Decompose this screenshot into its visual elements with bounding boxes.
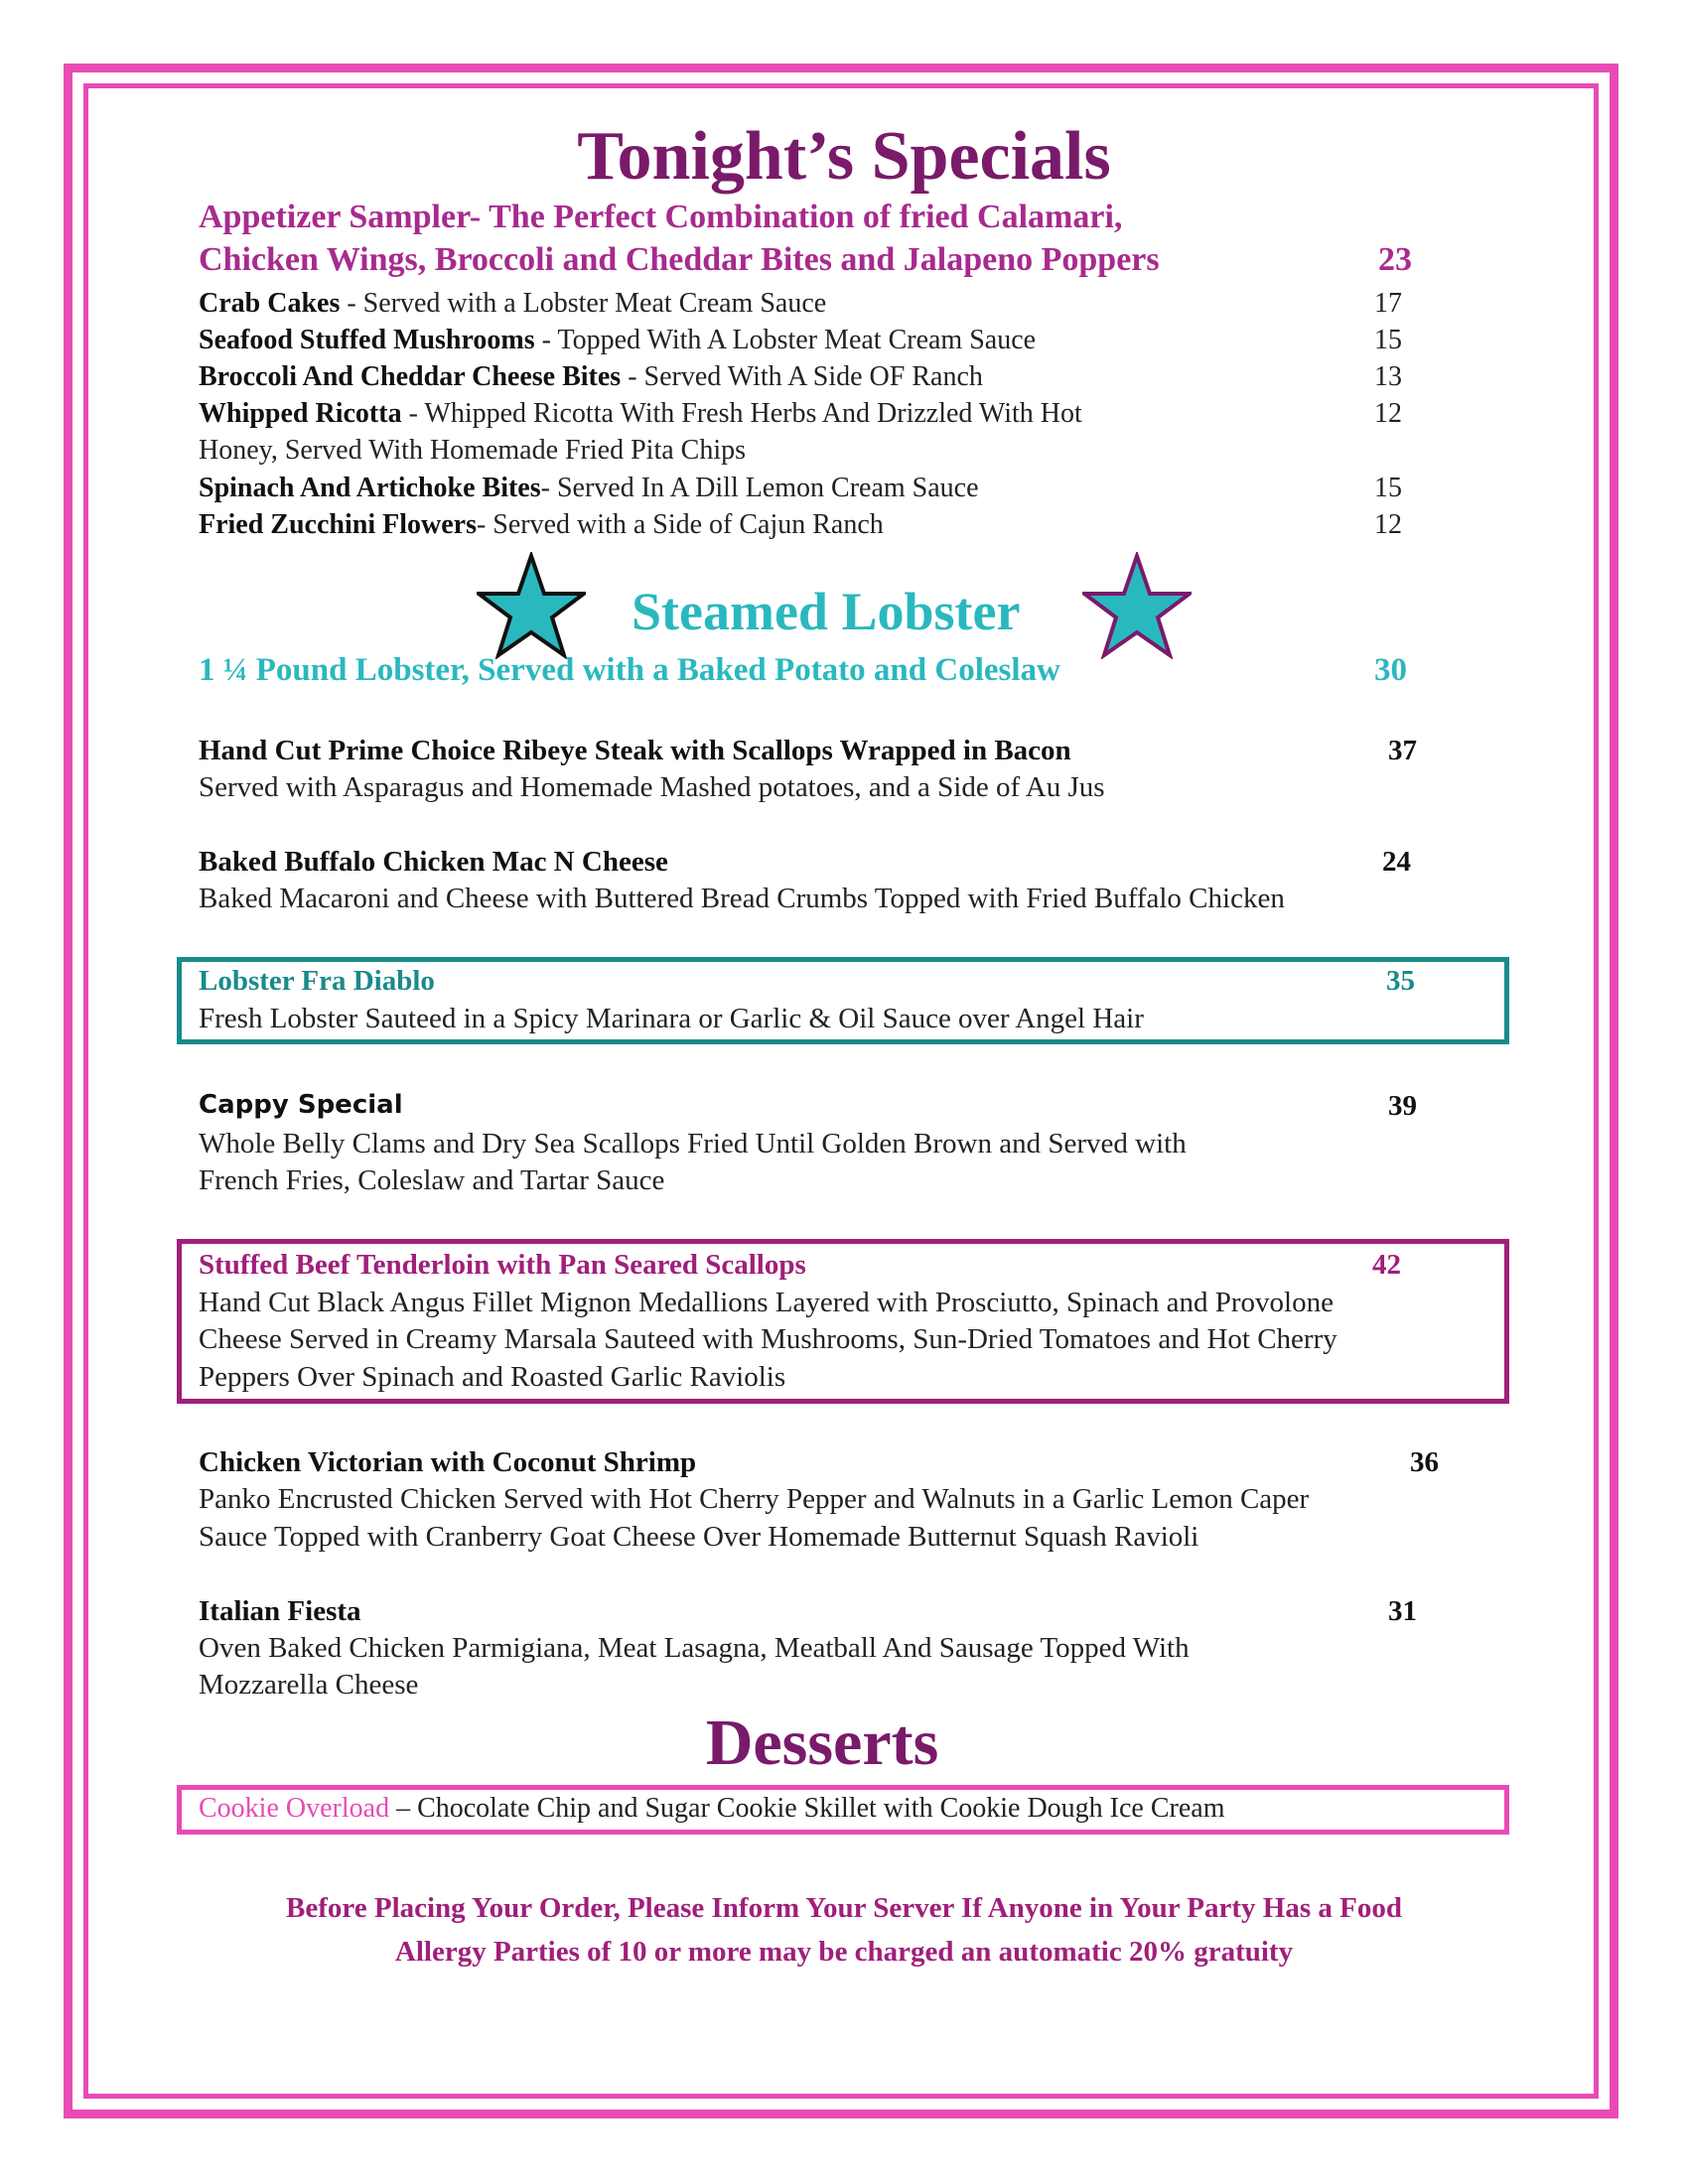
appetizer-desc: - Whipped Ricotta With Fresh Herbs And Drizzled With Hot: [401, 398, 1082, 429]
entree-name: Italian Fiesta: [199, 1595, 361, 1627]
star-icon: [1082, 552, 1192, 659]
appetizer-desc: - Served with a Lobster Meat Cream Sauce: [340, 288, 827, 319]
page-title: Tonight’s Specials: [577, 118, 1111, 195]
appetizer-name: Spinach And Artichoke Bites: [199, 473, 541, 503]
entree-description: Panko Encrusted Chicken Served with Hot Cherry Pepper and Walnuts in a Garlic Lemon Caper: [199, 1483, 1310, 1515]
entree-price: 36: [1410, 1446, 1439, 1478]
allergy-notice-line-2: Allergy Parties of 10 or more may be charged an automatic 20% gratuity: [394, 1936, 1294, 1968]
appetizer-item: [199, 509, 884, 541]
appetizer-price: 15: [1374, 325, 1402, 355]
entree-description: Whole Belly Clams and Dry Sea Scallops Fried Until Golden Brown and Served with: [199, 1128, 1187, 1160]
appetizer-desc-continued: Honey, Served With Homemade Fried Pita Chips: [199, 435, 747, 466]
appetizer-name: Whipped Ricotta: [199, 398, 402, 429]
entree-description: Served with Asparagus and Homemade Mashed potatoes, and a Side of Au Jus: [199, 771, 1105, 803]
appetizer-item: [199, 398, 1082, 430]
appetizer-name: Crab Cakes: [199, 288, 341, 319]
appetizer-name: Fried Zucchini Flowers: [199, 509, 477, 540]
entree-description: French Fries, Coleslaw and Tartar Sauce: [199, 1164, 665, 1196]
sampler-price: 23: [1378, 241, 1412, 278]
lobster-description: 1 ¼ Pound Lobster, Served with a Baked Potato and Coleslaw: [199, 652, 1060, 688]
sampler-line-1: Appetizer Sampler- The Perfect Combination of fried Calamari,: [199, 199, 1123, 235]
entree-description: Sauce Topped with Cranberry Goat Cheese Over Homemade Butternut Squash Ravioli: [199, 1521, 1199, 1553]
lobster-price: 30: [1374, 652, 1407, 688]
dessert-desc: – Chocolate Chip and Sugar Cookie Skillet with Cookie Dough Ice Cream: [389, 1793, 1225, 1824]
entree-name: Stuffed Beef Tenderloin with Pan Seared Scallops: [199, 1249, 806, 1281]
entree-description: Mozzarella Cheese: [199, 1669, 419, 1701]
entree-name: Baked Buffalo Chicken Mac N Cheese: [199, 846, 668, 878]
entree-description: Oven Baked Chicken Parmigiana, Meat Lasagna, Meatball And Sausage Topped With: [199, 1632, 1190, 1664]
entree-name: Cappy Special: [199, 1090, 403, 1120]
appetizer-price: 15: [1374, 473, 1402, 503]
entree-name: Hand Cut Prime Choice Ribeye Steak with Scallops Wrapped in Bacon: [199, 735, 1071, 766]
appetizer-price: 13: [1374, 361, 1402, 392]
entree-description: Baked Macaroni and Cheese with Buttered Bread Crumbs Topped with Fried Buffalo Chicken: [199, 883, 1285, 914]
entree-description: Cheese Served in Creamy Marsala Sauteed with Mushrooms, Sun-Dried Tomatoes and Hot Cherry: [199, 1323, 1337, 1355]
allergy-notice-line-1: Before Placing Your Order, Please Inform Your Server If Anyone in Your Party Has a Food: [286, 1892, 1402, 1924]
entree-name: Lobster Fra Diablo: [199, 965, 435, 997]
appetizer-item: [199, 473, 979, 504]
appetizer-name: Broccoli And Cheddar Cheese Bites: [199, 361, 622, 392]
sampler-line-2: Chicken Wings, Broccoli and Cheddar Bites and Jalapeno Poppers: [199, 241, 1160, 278]
entree-description: Fresh Lobster Sauteed in a Spicy Marinara or Garlic & Oil Sauce over Angel Hair: [199, 1003, 1144, 1034]
appetizer-item: [199, 361, 983, 393]
entree-price: 24: [1382, 846, 1411, 878]
appetizer-desc: - Topped With A Lobster Meat Cream Sauce: [534, 325, 1037, 355]
appetizer-desc: - Served With A Side OF Ranch: [621, 361, 983, 392]
star-icon: [477, 552, 586, 659]
entree-description: Hand Cut Black Angus Fillet Mignon Medallions Layered with Prosciutto, Spinach and Provolone: [199, 1287, 1334, 1318]
entree-price: 37: [1388, 735, 1417, 766]
entree-price: 31: [1388, 1595, 1417, 1627]
appetizer-price: 12: [1374, 509, 1402, 540]
appetizer-price: 17: [1374, 288, 1402, 319]
entree-price: 42: [1372, 1249, 1401, 1281]
appetizer-desc: - Served with a Side of Cajun Ranch: [476, 509, 884, 540]
lobster-title: Steamed Lobster: [632, 582, 1021, 641]
dessert-item: [199, 1793, 1224, 1825]
appetizer-name: Seafood Stuffed Mushrooms: [199, 325, 535, 355]
entree-price: 35: [1386, 965, 1415, 997]
desserts-title: Desserts: [705, 1706, 939, 1779]
appetizer-desc: - Served In A Dill Lemon Cream Sauce: [540, 473, 979, 503]
entree-price: 39: [1388, 1090, 1417, 1122]
appetizer-price: 12: [1374, 398, 1402, 429]
appetizer-item: [199, 288, 826, 320]
entree-description: Peppers Over Spinach and Roasted Garlic Raviolis: [199, 1361, 786, 1393]
entree-name: Chicken Victorian with Coconut Shrimp: [199, 1446, 697, 1478]
appetizer-item: [199, 325, 1036, 356]
dessert-name: Cookie Overload: [199, 1793, 390, 1824]
